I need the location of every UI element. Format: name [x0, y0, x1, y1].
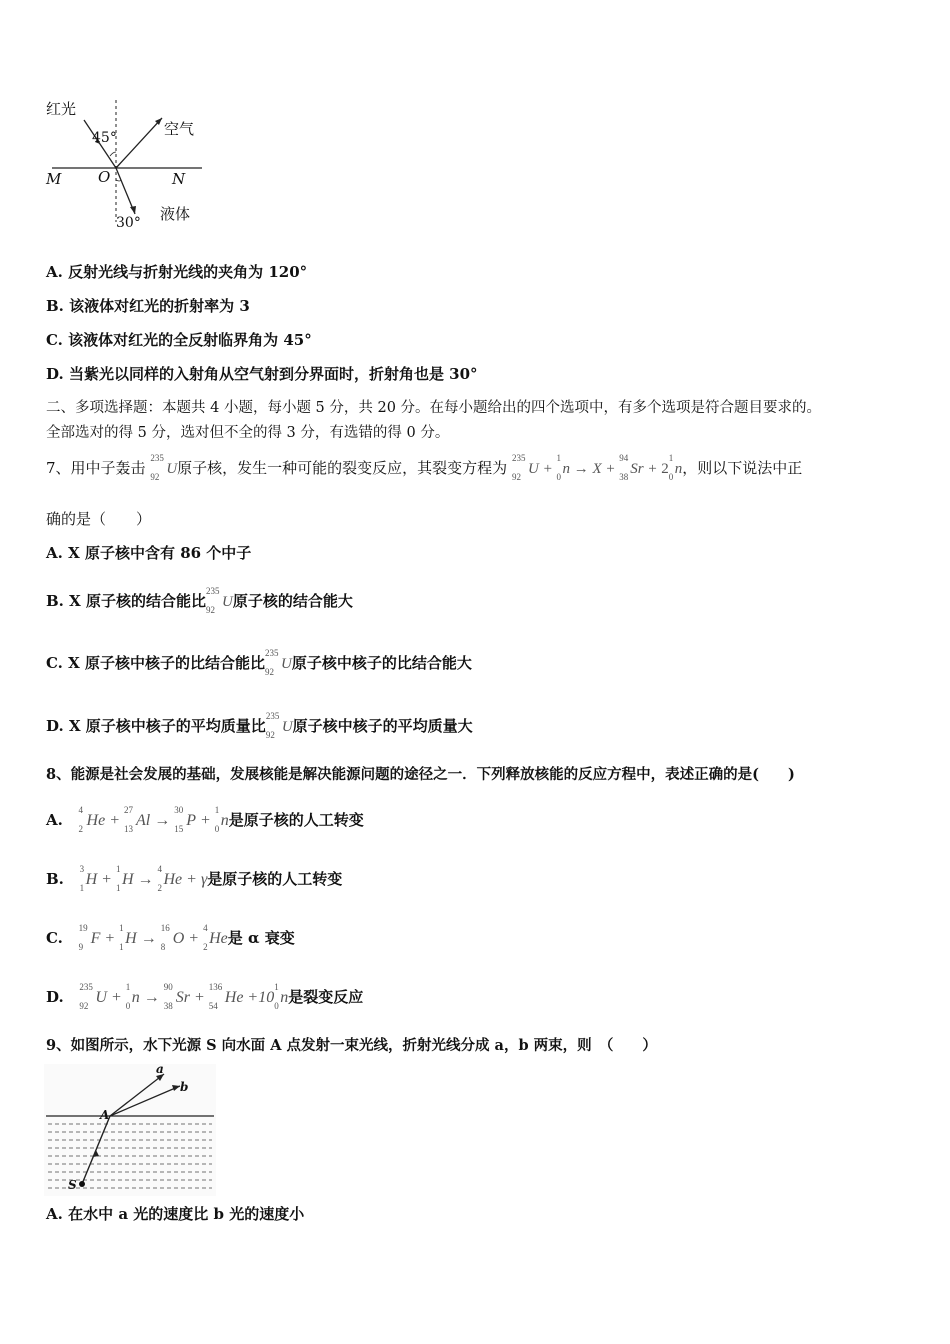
q6-option-a: [46, 262, 307, 282]
section2-line2: 全部选对的得 5 分，选对但不全的得 3 分，有选错的得 0 分。: [46, 425, 450, 441]
equation-c: 19 9 F + 1 1 H → 16 8 O + 4 2 He: [78, 923, 228, 952]
ray-b-label: b: [180, 1080, 189, 1094]
q6-option-b: [46, 296, 250, 316]
red-light-label: 红光: [46, 100, 77, 118]
option-text: 反射光线与折射光线的夹角为 120°: [68, 263, 308, 281]
water-refraction-diagram: [44, 1064, 216, 1196]
air-label: 空气: [164, 120, 195, 138]
option-label: A.: [46, 263, 63, 281]
angle-30-label: 30°: [116, 215, 141, 231]
q8-option-c: C. 19 9 F + 1 1 H → 16 8 O + 4 2 He是 α 衰变: [46, 923, 295, 952]
q7-stem-line1: 7、用中子轰击 235 92 U原子核，发生一种可能的裂变反应，其裂变方程为 235 92 U + 1 0 n → X + 94 38 Sr + 2 1 0 n，则以下说法中正: [46, 453, 803, 482]
equation-a: 4 2 He + 27 13 Al → 30 15 P + 1 0 n: [78, 805, 229, 834]
q7-option-a: A. X 原子核中含有 86 个中子: [46, 544, 252, 562]
option-label: D.: [46, 365, 64, 383]
point-n-label: N: [172, 170, 186, 188]
point-o-label: O: [98, 168, 111, 186]
q8-option-a: A. 4 2 He + 27 13 Al → 30 15 P + 1 0 n是原子核的人工转变: [46, 805, 364, 834]
point-a-label: A: [100, 1108, 110, 1122]
q6-option-c: [46, 330, 312, 350]
u235-nucleus: 235 92 U: [150, 453, 178, 482]
equation-b: 3 1 H + 1 1 H → 4 2 He + γ: [79, 864, 208, 893]
water-figure: [44, 1064, 216, 1196]
point-s-label: S: [68, 1178, 77, 1192]
refraction-figure: [40, 92, 220, 237]
q7-option-d: D. X 原子核中核子的平均质量比 235 92 U原子核中核子的平均质量大: [46, 711, 473, 740]
q9-option-a: A. 在水中 a 光的速度比 b 光的速度小: [46, 1205, 305, 1223]
reflected-ray: [116, 118, 162, 168]
point-m-label: M: [46, 170, 62, 188]
option-label: C.: [46, 331, 63, 349]
q9-stem: 9、如图所示，水下光源 S 向水面 A 点发射一束光线，折射光线分成 a，b 两束，则 （ ）: [46, 1037, 657, 1054]
q7-option-c: C. X 原子核中核子的比结合能比 235 92 U原子核中核子的比结合能大: [46, 648, 472, 677]
q7-stem-line2: 确的是（ ）: [46, 510, 152, 528]
ray-a-label: a: [156, 1062, 164, 1076]
option-label: B.: [46, 297, 64, 315]
equation-d: 235 92 U + 1 0 n → 90 38 Sr + 136 54 He +10 1 0 n: [79, 982, 289, 1011]
q7-option-b: B. X 原子核的结合能比 235 92 U原子核的结合能大: [46, 586, 353, 615]
source-s: [79, 1181, 85, 1187]
angle-45-label: 45°: [92, 130, 117, 146]
liquid-label: 液体: [160, 205, 191, 223]
q8-option-b: B. 3 1 H + 1 1 H → 4 2 He + γ是原子核的人工转变: [46, 864, 343, 893]
fission-equation: 235 92 U + 1 0 n → X + 94 38 Sr + 2 1 0 n: [511, 453, 683, 482]
q8-option-d: D. 235 92 U + 1 0 n → 90 38 Sr + 136 54 He +10 1 0 n是裂变反应: [46, 982, 364, 1011]
q8-stem: 8、能源是社会发展的基础，发展核能是解决能源问题的途径之一．下列释放核能的反应方程中，表述正确的是( ): [46, 766, 795, 783]
q6-option-d: [46, 364, 478, 384]
option-text: 该液体对红光的折射率为 3: [69, 297, 250, 315]
option-text: 当紫光以同样的入射角从空气射到分界面时，折射角也是 30°: [68, 365, 478, 383]
section2-line1: 二、多项选择题：本题共 4 小题，每小题 5 分，共 20 分。在每小题给出的四个选项中，有多个选项是符合题目要求的。: [46, 400, 822, 416]
option-text: 该液体对红光的全反射临界角为 45°: [68, 331, 312, 349]
